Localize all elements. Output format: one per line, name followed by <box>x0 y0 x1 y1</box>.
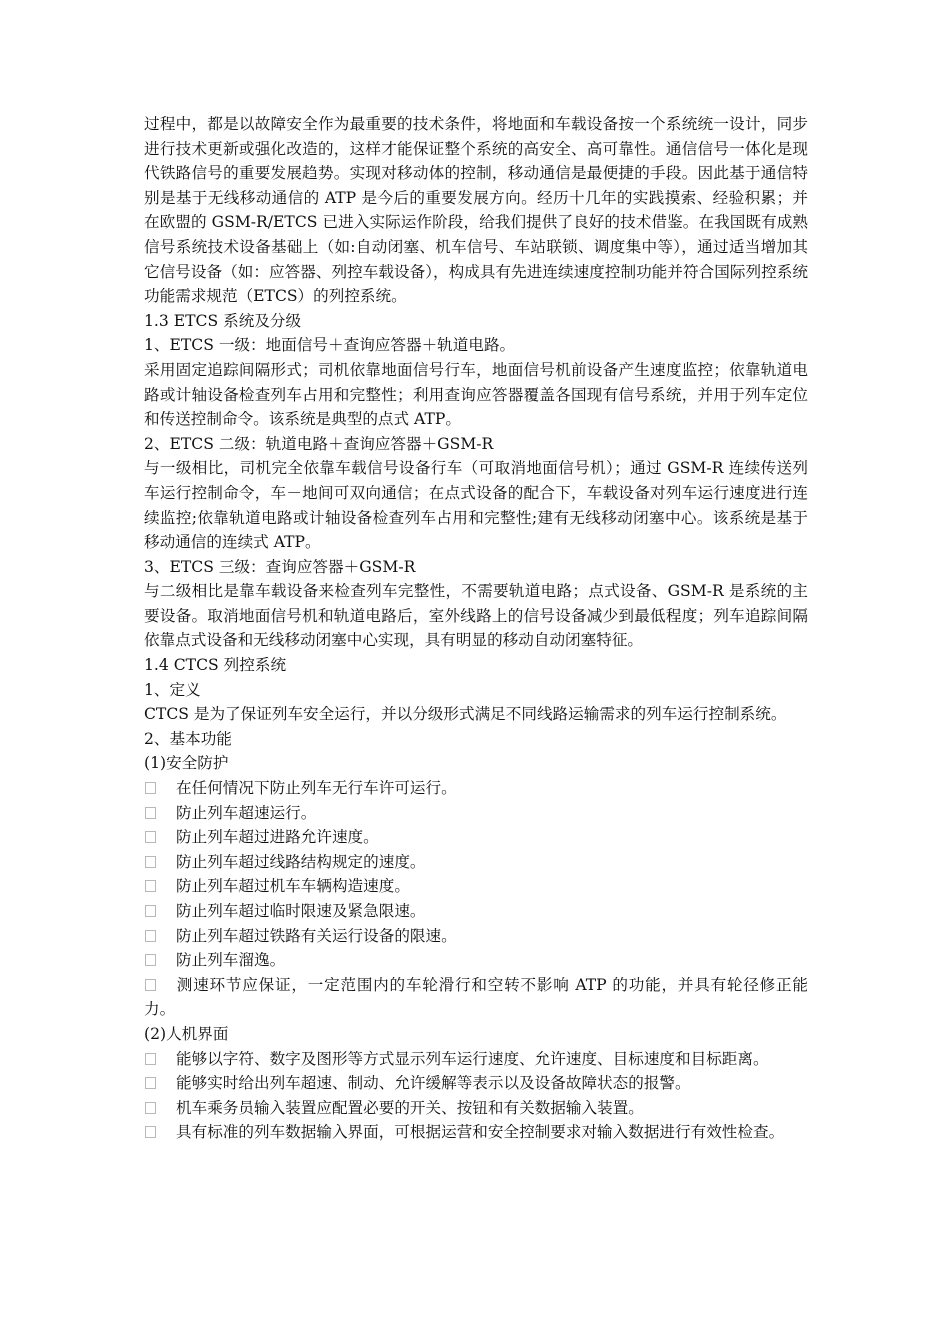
etcs-level1-title: 1、ETCS 一级：地面信号＋查询应答器＋轨道电路。 <box>144 336 516 355</box>
list-item <box>144 874 808 899</box>
etcs-level2-text: 与一级相比，司机完全依靠车载信号设备行车（可取消地面信号机）；通过 GSM-R 连续传送列车运行控制命令，车－地间可双向通信；在点式设备的配合下，车载设备对列车运行速度进行连续监控;依靠轨道电路或计轴设备检查列车占用和完整性;建有无线移动闭塞中心。该系统是基于移动通信的连续式 ATP。 <box>144 459 808 552</box>
etcs-level1-text: 采用固定追踪间隔形式；司机依靠地面信号行车，地面信号机前设备产生速度监控；依靠轨道电路或计轴设备检查列车占用和完整性；利用查询应答器覆盖各国现有信号系统，并用于列车定位和传送控制命令。该系统是典型的点式 ATP。 <box>144 360 808 429</box>
list-item <box>144 776 808 801</box>
list-item-text: 防止列车超速运行。 <box>176 803 317 822</box>
list-item <box>144 825 808 850</box>
definition-text: CTCS 是为了保证列车安全运行，并以分级形式满足不同线路运输需求的列车运行控制系统。 <box>144 705 787 724</box>
list-item-text: 测速环节应保证，一定范围内的车轮滑行和空转不影响 ATP 的功能，并具有轮径修正能力。 <box>144 975 808 1019</box>
bullet-icon <box>145 979 156 991</box>
bullet-icon <box>145 905 156 917</box>
bullet-icon <box>145 954 156 966</box>
list-item-text: 防止列车超过进路允许速度。 <box>176 828 379 847</box>
list-item-text: 能够以字符、数字及图形等方式显示列车运行速度、允许速度、目标速度和目标距离。 <box>176 1049 769 1068</box>
list-item <box>144 1096 808 1121</box>
list-item-text: 防止列车超过铁路有关运行设备的限速。 <box>176 926 457 945</box>
list-item <box>144 973 808 1022</box>
list-item-text: 具有标准的列车数据输入界面，可根据运营和安全控制要求对输入数据进行有效性检查。 <box>176 1123 785 1142</box>
bullet-icon <box>145 782 156 794</box>
list-item-text: 防止列车超过临时限速及紧急限速。 <box>176 902 426 920</box>
list-item <box>144 899 808 924</box>
bullet-icon <box>145 1126 156 1138</box>
bullet-icon <box>145 1077 156 1089</box>
etcs-level2-title: 2、ETCS 二级：轨道电路＋查询应答器＋GSM-R <box>144 434 494 453</box>
definition-title: 1、定义 <box>144 680 201 699</box>
bullet-icon <box>145 856 156 868</box>
list-item <box>144 1047 808 1072</box>
document-page <box>144 112 808 1145</box>
list-item-text: 机车乘务员输入装置应配置必要的开关、按钮和有关数据输入装置。 <box>176 1098 644 1117</box>
bullet-icon <box>145 1053 156 1065</box>
section-1-4-title: 1.4 CTCS 列控系统 <box>144 656 287 675</box>
etcs-level3-title: 3、ETCS 三级：查询应答器＋GSM-R <box>144 557 416 576</box>
bullet-icon <box>145 880 156 892</box>
list-item <box>144 948 808 973</box>
hmi-title: (2)人机界面 <box>144 1024 229 1043</box>
list-item <box>144 924 808 949</box>
list-item-text: 防止列车超过线路结构规定的速度。 <box>176 852 426 871</box>
safety-list <box>144 776 808 1022</box>
hmi-list <box>144 1047 808 1145</box>
bullet-icon <box>145 831 156 843</box>
list-item-text: 在任何情况下防止列车无行车许可运行。 <box>176 779 457 798</box>
list-item-text: 防止列车溜逸。 <box>176 951 286 970</box>
list-item-text: 防止列车超过机车车辆构造速度。 <box>176 877 410 896</box>
list-item <box>144 801 808 826</box>
list-item <box>144 850 808 875</box>
etcs-level3-text: 与二级相比是靠车载设备来检查列车完整性，不需要轨道电路；点式设备、GSM-R 是系统的主要设备。取消地面信号机和轨道电路后，室外线路上的信号设备减少到最低程度；列车追踪间隔依靠点式设备和无线移动闭塞中心实现，具有明显的移动自动闭塞特征。 <box>144 582 808 650</box>
safety-protection-title: (1)安全防护 <box>144 754 229 773</box>
section-1-3-title: 1.3 ETCS 系统及分级 <box>144 311 302 330</box>
intro-paragraph: 过程中，都是以故障安全作为最重要的技术条件，将地面和车载设备按一个系统统一设计，同步进行技术更新或强化改造的，这样才能保证整个系统的高安全、高可靠性。通信信号一体化是现代铁路信号的重要发展趋势。实现对移动体的控制，移动通信是最便捷的手段。因此基于通信特别是基于无线移动通信的 ATP 是今后的重要发展方向。经历十几年的实践摸索、经验积累；并在欧盟的 GSM-R/ETCS 已进入实际运作阶段，给我们提供了良好的技术借鉴。在我国既有成熟信号系统技术设备基础上（如:自动闭塞、机车信号、车站联锁、调度集中等），通过适当增加其它信号设备（如：应答器、列控车载设备），构成具有先进连续速度控制功能并符合国际列控系统功能需求规范（ETCS）的列控系统。 <box>144 115 808 306</box>
bullet-icon <box>145 930 156 942</box>
list-item-text: 能够实时给出列车超速、制动、允许缓解等表示以及设备故障状态的报警。 <box>176 1074 691 1093</box>
bullet-icon <box>145 1102 156 1114</box>
bullet-icon <box>145 807 156 819</box>
list-item <box>144 1120 808 1145</box>
list-item <box>144 1071 808 1096</box>
basic-functions-title: 2、基本功能 <box>144 729 232 748</box>
